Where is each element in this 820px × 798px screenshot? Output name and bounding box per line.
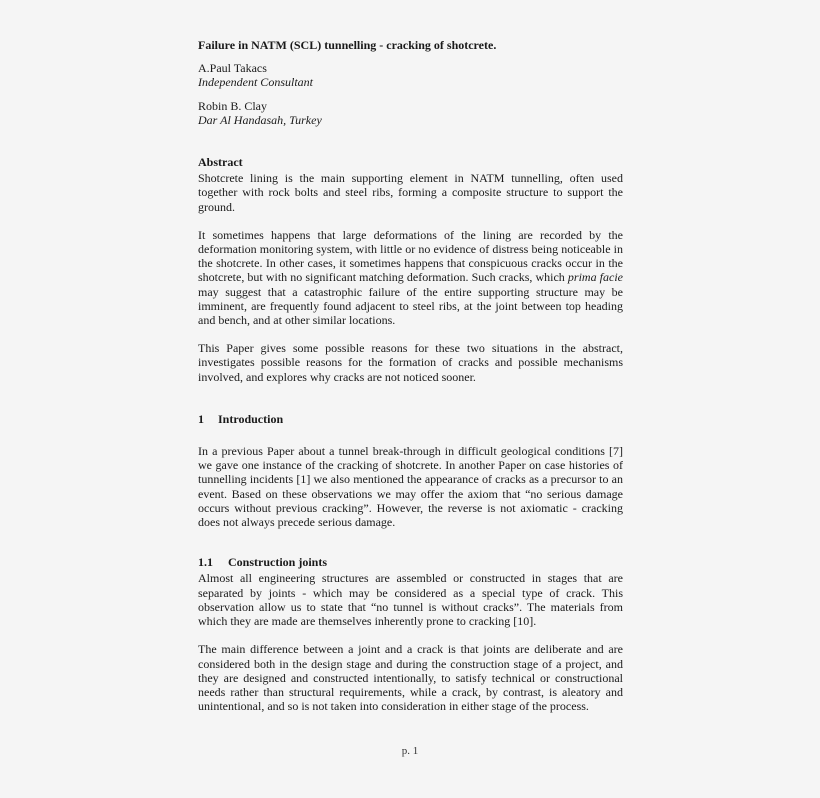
section-number: 1 [198, 411, 204, 426]
text-run: may suggest that a catastrophic failure of the entire supporting structure may be imminent, are frequently found adjacent to steel ribs, at the joint between top heading and bench, and at other similar locations. [198, 284, 623, 328]
section-title: Construction joints [228, 555, 328, 570]
author-name: Robin B. Clay [198, 98, 268, 113]
page-number [0, 745, 820, 757]
abstract-paragraph [198, 228, 623, 327]
paper-title: Failure in NATM (SCL) tunnelling - cracking of shotcrete. [198, 38, 497, 52]
section-number: 1.1 [198, 555, 213, 570]
italic-phrase: prima facie [567, 270, 623, 285]
author-affiliation: Dar Al Handasah, Turkey [198, 112, 322, 127]
author-block-2 [198, 99, 623, 127]
author-block-1 [198, 61, 623, 89]
page-number-text: p. 1 [401, 745, 419, 757]
section-paragraph: The main difference between a joint and a crack is that joints are deliberate and are considered both in the design stage and during the construction stage of a project, and they are designed and constructed intentionally, to satisfy technical or constructional needs rather than structural requirements, while a crack, by contrast, is aleatory and unintentional, and so is not taken into consideration in either stage of the process. [198, 642, 623, 714]
abstract-paragraph: Shotcrete lining is the main supporting element in NATM tunnelling, often used together with rock bolts and steel ribs, forming a composite structure to support the ground. [198, 171, 623, 214]
section-paragraph: Almost all engineering structures are assembled or constructed in stages that are separated by joints - which may be considered as a special type of crack. This observation allow us to state that “no tunnel is without cracks”. The materials from which they are made are themselves inherently prone to cracking [10]. [198, 571, 623, 629]
author-name: A.Paul Takacs [198, 61, 267, 76]
section-heading-introduction [198, 412, 623, 426]
author-affiliation: Independent Consultant [198, 75, 313, 90]
paper-page [198, 38, 623, 727]
text-run: It sometimes happens that large deformations of the lining are recorded by the deformation monitoring system, with little or no evidence of distress being noticeable in the shotcrete. In other cases, it sometimes happens that conspicuous cracks occur in the shotcrete, but with no significant matching deformation. Such cracks, which [198, 227, 623, 285]
abstract-paragraph: This Paper gives some possible reasons for these two situations in the abstract, investigates possible reasons for the formation of cracks and possible mechanisms involved, and explores why cracks are not noticed sooner. [198, 341, 623, 384]
section-heading-construction-joints [198, 555, 623, 569]
section-title: Introduction [218, 411, 284, 426]
section-paragraph: In a previous Paper about a tunnel break-through in difficult geological conditions [7] we gave one instance of the cracking of shotcrete. In another Paper on case histories of tunnelling incidents [1] we also mentioned the appearance of cracks as a precursor to an event. Based on these observations we may offer the axiom that “no serious damage occurs without previous cracking”. However, the reverse is not axiomatic - cracking does not always precede serious damage. [198, 444, 623, 530]
abstract-heading: Abstract [198, 155, 243, 170]
